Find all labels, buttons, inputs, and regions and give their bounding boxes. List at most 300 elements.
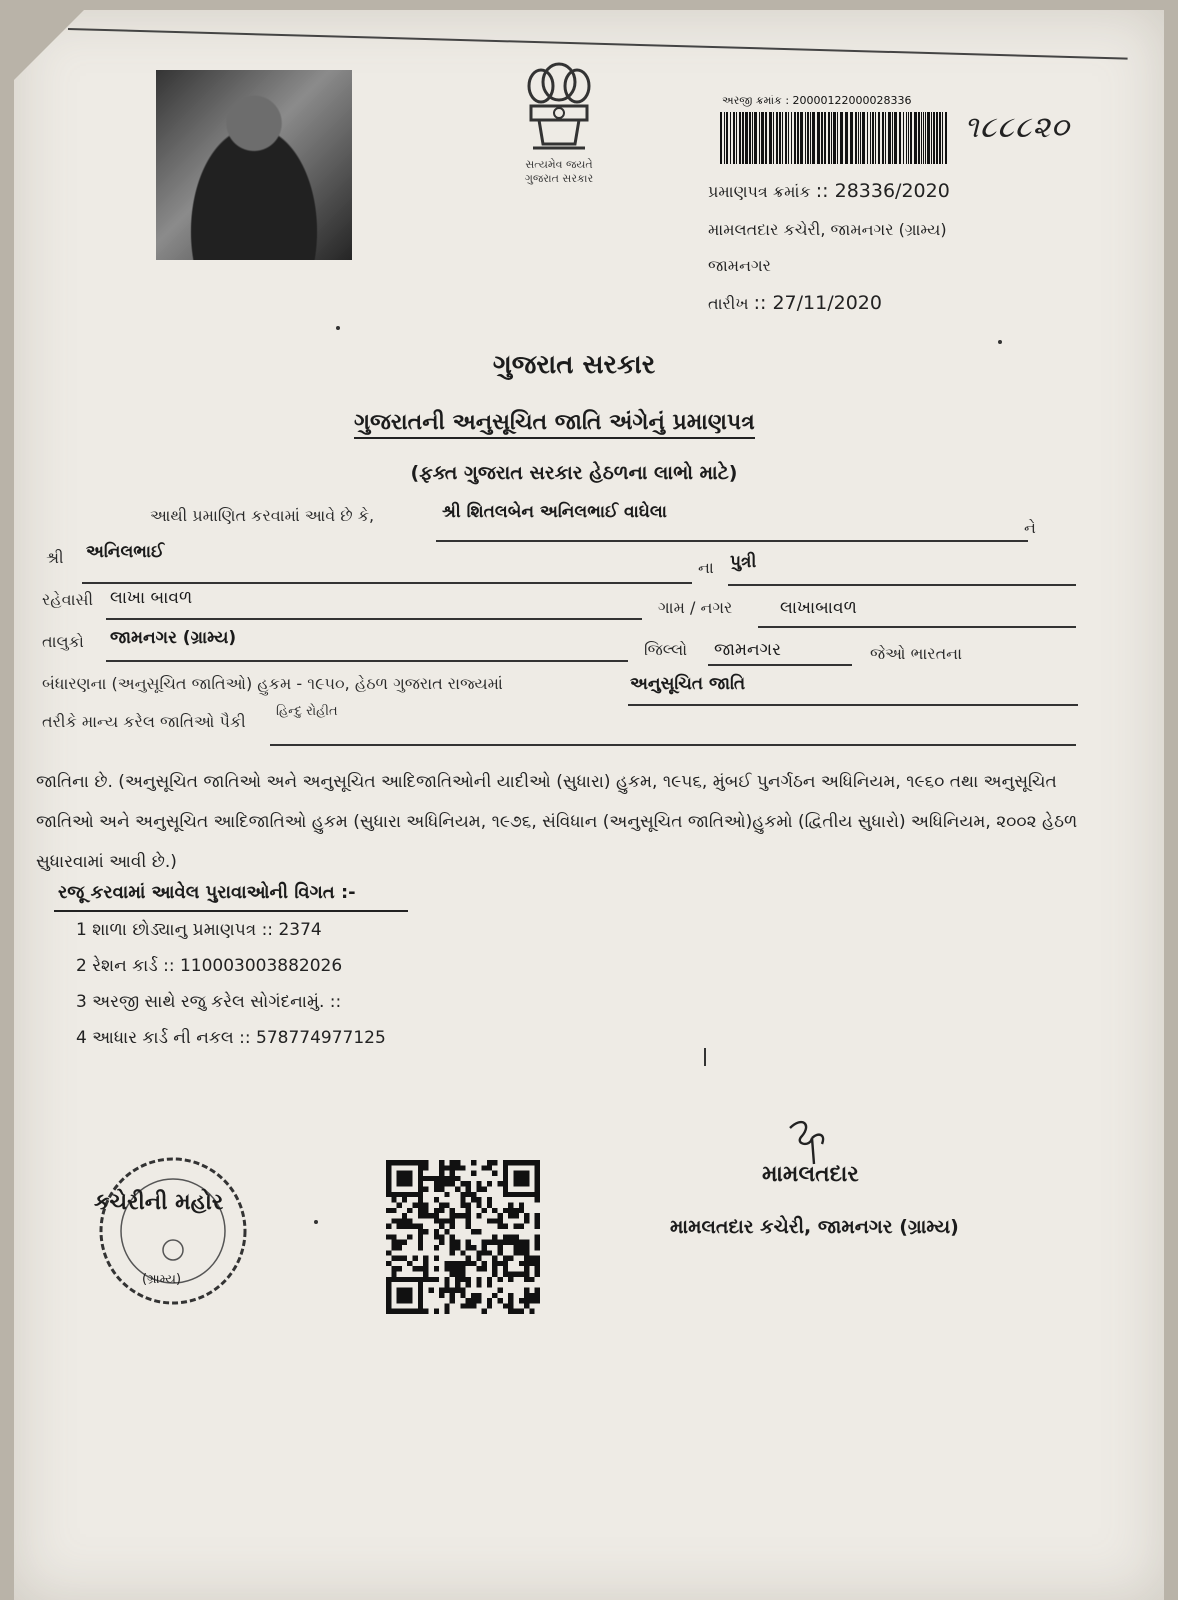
qr-module — [455, 1213, 460, 1218]
qr-module — [503, 1234, 508, 1239]
qr-module — [423, 1309, 428, 1314]
qr-module — [397, 1192, 402, 1197]
qr-module — [524, 1256, 529, 1261]
qr-module — [535, 1171, 540, 1176]
qr-module — [402, 1171, 407, 1176]
qr-module — [434, 1213, 439, 1218]
qr-module — [503, 1171, 508, 1176]
barcode-bar — [894, 112, 897, 164]
qr-module — [439, 1218, 444, 1223]
qr-module — [407, 1208, 412, 1213]
qr-module — [391, 1266, 396, 1271]
qr-module — [487, 1181, 492, 1186]
qr-module — [498, 1245, 503, 1250]
qr-module — [439, 1171, 444, 1176]
qr-module — [397, 1293, 402, 1298]
qr-module — [386, 1165, 391, 1170]
evidence-heading-underline — [54, 910, 408, 912]
qr-module — [455, 1245, 460, 1250]
qr-module — [391, 1160, 396, 1165]
barcode-bar — [773, 112, 774, 164]
qr-module — [428, 1277, 433, 1282]
qr-module — [524, 1240, 529, 1245]
barcode-bar — [828, 112, 830, 164]
stray-mark — [336, 326, 340, 330]
qr-module — [476, 1282, 481, 1287]
barcode-bar — [850, 112, 853, 164]
qr-module — [529, 1277, 534, 1282]
qr-module — [402, 1287, 407, 1292]
barcode-bar — [885, 112, 886, 164]
qr-module — [519, 1261, 524, 1266]
barcode-bar — [906, 112, 907, 164]
barcode-bar — [921, 112, 922, 164]
qr-module — [434, 1187, 439, 1192]
qr-module — [397, 1240, 402, 1245]
qr-module — [407, 1218, 412, 1223]
qr-module — [487, 1277, 492, 1282]
qr-module — [450, 1213, 455, 1218]
qr-module — [418, 1213, 423, 1218]
father-underline — [82, 582, 692, 584]
barcode-bar — [923, 112, 924, 164]
qr-module — [386, 1208, 391, 1213]
qr-module — [503, 1261, 508, 1266]
qr-module — [444, 1202, 449, 1207]
emblem-caption — [494, 158, 624, 186]
qr-module — [402, 1224, 407, 1229]
qr-module — [529, 1293, 534, 1298]
qr-module — [498, 1224, 503, 1229]
qr-module — [524, 1266, 529, 1271]
qr-module — [524, 1176, 529, 1181]
qr-module — [524, 1160, 529, 1165]
qr-module — [402, 1181, 407, 1186]
qr-module — [418, 1165, 423, 1170]
qr-module — [386, 1171, 391, 1176]
stray-mark — [314, 1220, 318, 1224]
qr-module — [519, 1176, 524, 1181]
qr-module — [418, 1181, 423, 1186]
barcode-bar — [749, 112, 751, 164]
qr-module — [386, 1234, 391, 1239]
qr-module — [397, 1245, 402, 1250]
qr-module — [466, 1192, 471, 1197]
barcode-bar — [925, 112, 926, 164]
qr-module — [513, 1208, 518, 1213]
qr-module — [460, 1250, 465, 1255]
qr-module — [471, 1261, 476, 1266]
qr-module — [450, 1287, 455, 1292]
order-label: બંધારણના (અનુસૂચિત જાતિઓ) હુકમ - ૧૯૫૦, હેઠળ ગુજરાત રાજ્યમાં — [42, 674, 503, 693]
qr-module — [397, 1298, 402, 1303]
qr-module — [460, 1213, 465, 1218]
barcode-bar — [936, 112, 938, 164]
qr-module — [508, 1298, 513, 1303]
qr-module — [508, 1256, 513, 1261]
taluka-underline — [106, 660, 628, 662]
qr-module — [519, 1160, 524, 1165]
qr-module — [466, 1261, 471, 1266]
qr-module — [466, 1202, 471, 1207]
qr-module — [418, 1309, 423, 1314]
qr-module — [413, 1256, 418, 1261]
qr-module — [450, 1171, 455, 1176]
qr-module — [519, 1240, 524, 1245]
qr-module — [466, 1208, 471, 1213]
qr-module — [498, 1240, 503, 1245]
qr-module — [492, 1234, 497, 1239]
qr-module — [423, 1261, 428, 1266]
resident-underline — [106, 618, 642, 620]
qr-module — [513, 1176, 518, 1181]
qr-module — [529, 1160, 534, 1165]
qr-module — [386, 1303, 391, 1308]
qr-module — [434, 1245, 439, 1250]
qr-module — [492, 1160, 497, 1165]
date-label: તારીખ — [708, 294, 749, 313]
qr-module — [519, 1181, 524, 1186]
qr-module — [418, 1224, 423, 1229]
qr-module — [524, 1261, 529, 1266]
qr-module — [503, 1160, 508, 1165]
qr-module — [476, 1213, 481, 1218]
qr-module — [524, 1277, 529, 1282]
qr-module — [503, 1176, 508, 1181]
village-label: ગામ / નગર — [658, 598, 733, 617]
handwritten-number: ૧૮૮૮૨૦ — [964, 110, 1070, 145]
qr-module — [402, 1218, 407, 1223]
qr-module — [513, 1250, 518, 1255]
qr-module — [508, 1309, 513, 1314]
qr-module — [423, 1256, 428, 1261]
qr-module — [391, 1192, 396, 1197]
caste-label: તરીકે માન્ય કરેલ જાતિઓ પૈકી — [42, 712, 246, 731]
qr-module — [386, 1282, 391, 1287]
qr-module — [535, 1160, 540, 1165]
intro-label: આથી પ્રમાણિત કરવામાં આવે છે કે, — [150, 506, 375, 525]
barcode-bar — [754, 112, 757, 164]
emblem-caption-line1: સત્યમેવ જયતે — [525, 158, 593, 171]
village: લાખાબાવળ — [780, 598, 857, 618]
qr-module — [402, 1293, 407, 1298]
barcode-bar — [821, 112, 823, 164]
qr-module — [476, 1202, 481, 1207]
qr-module — [492, 1240, 497, 1245]
qr-module — [428, 1287, 433, 1292]
qr-module — [476, 1293, 481, 1298]
qr-module — [535, 1256, 540, 1261]
qr-code — [386, 1160, 540, 1314]
qr-module — [519, 1224, 524, 1229]
qr-module — [513, 1245, 518, 1250]
qr-module — [402, 1213, 407, 1218]
qr-module — [498, 1213, 503, 1218]
qr-module — [471, 1303, 476, 1308]
qr-module — [444, 1282, 449, 1287]
qr-module — [535, 1192, 540, 1197]
qr-module — [535, 1218, 540, 1223]
qr-module — [476, 1197, 481, 1202]
qr-module — [482, 1261, 487, 1266]
qr-module — [402, 1176, 407, 1181]
qr-module — [439, 1165, 444, 1170]
qr-module — [423, 1160, 428, 1165]
barcode-bar — [918, 112, 920, 164]
qr-module — [476, 1250, 481, 1255]
qr-module — [487, 1160, 492, 1165]
resident: લાખા બાવળ — [110, 588, 193, 608]
qr-module — [503, 1272, 508, 1277]
qr-module — [439, 1187, 444, 1192]
barcode-bar — [769, 112, 772, 164]
qr-module — [519, 1309, 524, 1314]
qr-module — [466, 1245, 471, 1250]
qr-module — [418, 1282, 423, 1287]
qr-module — [455, 1240, 460, 1245]
qr-module — [402, 1277, 407, 1282]
qr-module — [476, 1266, 481, 1271]
qr-module — [418, 1240, 423, 1245]
barcode-bar — [870, 112, 871, 164]
qr-module — [513, 1240, 518, 1245]
qr-module — [434, 1277, 439, 1282]
qr-module — [402, 1298, 407, 1303]
qr-module — [418, 1298, 423, 1303]
barcode-bar — [908, 112, 909, 164]
qr-module — [466, 1240, 471, 1245]
qr-module — [482, 1165, 487, 1170]
qr-module — [476, 1181, 481, 1186]
qr-module — [386, 1298, 391, 1303]
qr-module — [434, 1218, 439, 1223]
qr-module — [434, 1181, 439, 1186]
qr-module — [503, 1187, 508, 1192]
qr-module — [466, 1224, 471, 1229]
qr-module — [460, 1266, 465, 1271]
barcode-bar — [752, 112, 753, 164]
qr-module — [407, 1160, 412, 1165]
seal-bottom-text: (ગ્રામ્ય) — [142, 1272, 182, 1287]
qr-module — [524, 1272, 529, 1277]
qr-module — [508, 1303, 513, 1308]
qr-module — [444, 1309, 449, 1314]
qr-module — [402, 1160, 407, 1165]
qr-module — [498, 1287, 503, 1292]
caste: હિન્દુ રોહીત — [276, 704, 338, 719]
qr-module — [397, 1277, 402, 1282]
applicant-name: શ્રી શિતલબેન અનિલભાઈ વાઘેલા — [442, 502, 667, 522]
qr-module — [397, 1256, 402, 1261]
stray-mark — [704, 1048, 706, 1066]
qr-module — [503, 1208, 508, 1213]
qr-module — [476, 1277, 481, 1282]
category-underline — [628, 704, 1078, 706]
qr-module — [471, 1197, 476, 1202]
barcode-bar — [782, 112, 783, 164]
barcode-bar — [914, 112, 917, 164]
qr-module — [434, 1197, 439, 1202]
qr-module — [391, 1197, 396, 1202]
qr-module — [482, 1266, 487, 1271]
barcode-bar — [942, 112, 943, 164]
qr-module — [508, 1272, 513, 1277]
relation-underline — [728, 584, 1076, 586]
barcode-bar — [720, 112, 722, 164]
qr-module — [471, 1245, 476, 1250]
qr-module — [418, 1171, 423, 1176]
qr-module — [524, 1287, 529, 1292]
evidence-item: 1 શાળા છોડ્યાનુ પ્રમાણપત્ર :: 2374 — [76, 920, 322, 940]
qr-module — [418, 1266, 423, 1271]
qr-module — [386, 1192, 391, 1197]
qr-module — [460, 1272, 465, 1277]
village-underline — [758, 626, 1076, 628]
qr-module — [492, 1293, 497, 1298]
qr-module — [487, 1298, 492, 1303]
qr-module — [444, 1192, 449, 1197]
qr-module — [407, 1171, 412, 1176]
barcode — [720, 112, 948, 164]
barcode-bar — [724, 112, 725, 164]
qr-module — [519, 1192, 524, 1197]
barcode-bar — [812, 112, 815, 164]
qr-module — [418, 1160, 423, 1165]
india-label: જેઓ ભારતના — [870, 644, 963, 663]
qr-module — [503, 1256, 508, 1261]
barcode-bar — [730, 112, 731, 164]
qr-module — [535, 1272, 540, 1277]
qr-module — [508, 1202, 513, 1207]
office-seal — [96, 1154, 250, 1308]
barcode-bar — [805, 112, 806, 164]
qr-module — [418, 1202, 423, 1207]
qr-module — [450, 1240, 455, 1245]
qr-module — [450, 1176, 455, 1181]
certificate-number: :: 28336/2020 — [815, 180, 950, 202]
qr-module — [508, 1234, 513, 1239]
qr-module — [471, 1192, 476, 1197]
qr-module — [423, 1266, 428, 1271]
barcode-bar — [765, 112, 767, 164]
barcode-bar — [933, 112, 935, 164]
qr-module — [487, 1165, 492, 1170]
qr-module — [407, 1298, 412, 1303]
qr-module — [466, 1256, 471, 1261]
qr-module — [508, 1277, 513, 1282]
qr-module — [482, 1208, 487, 1213]
qr-module — [450, 1261, 455, 1266]
qr-module — [434, 1176, 439, 1181]
qr-module — [513, 1213, 518, 1218]
qr-module — [444, 1165, 449, 1170]
qr-module — [407, 1234, 412, 1239]
qr-module — [407, 1181, 412, 1186]
qr-module — [503, 1224, 508, 1229]
qr-module — [487, 1197, 492, 1202]
qr-module — [418, 1176, 423, 1181]
qr-module — [498, 1298, 503, 1303]
qr-module — [524, 1298, 529, 1303]
qr-module — [391, 1240, 396, 1245]
qr-module — [519, 1272, 524, 1277]
qr-module — [460, 1287, 465, 1292]
barcode-bar — [860, 112, 861, 164]
qr-module — [423, 1213, 428, 1218]
qr-module — [391, 1309, 396, 1314]
qr-module — [444, 1261, 449, 1266]
qr-module — [503, 1266, 508, 1271]
qr-module — [492, 1261, 497, 1266]
barcode-bar — [831, 112, 832, 164]
barcode-bar — [824, 112, 826, 164]
qr-module — [391, 1218, 396, 1223]
stray-mark — [998, 340, 1002, 344]
barcode-bar — [745, 112, 748, 164]
barcode-bar — [817, 112, 820, 164]
qr-module — [471, 1293, 476, 1298]
qr-module — [407, 1224, 412, 1229]
barcode-bar — [878, 112, 880, 164]
qr-module — [423, 1229, 428, 1234]
qr-module — [487, 1218, 492, 1223]
qr-module — [386, 1181, 391, 1186]
qr-module — [423, 1277, 428, 1282]
qr-module — [450, 1160, 455, 1165]
qr-module — [535, 1245, 540, 1250]
qr-module — [439, 1181, 444, 1186]
certificate-title: ગુજરાતની અનુસૂચિત જાતિ અંગેનું પ્રમાણપત્ર — [354, 410, 755, 439]
certificate-number-label: પ્રમાણપત્ર ક્રમાંક — [708, 182, 811, 201]
qr-module — [476, 1187, 481, 1192]
barcode-bar — [845, 112, 848, 164]
barcode-bar — [810, 112, 811, 164]
qr-module — [498, 1261, 503, 1266]
officer-office: મામલતદાર કચેરી, જામનગર (ગ્રામ્ય) — [670, 1216, 959, 1238]
barcode-bar — [733, 112, 735, 164]
qr-module — [535, 1261, 540, 1266]
qr-module — [503, 1240, 508, 1245]
qr-module — [513, 1160, 518, 1165]
qr-module — [450, 1250, 455, 1255]
barcode-bar — [931, 112, 932, 164]
qr-module — [397, 1171, 402, 1176]
qr-module — [444, 1277, 449, 1282]
qr-module — [535, 1298, 540, 1303]
city: જામનગર — [708, 256, 771, 275]
qr-module — [418, 1192, 423, 1197]
qr-module — [418, 1293, 423, 1298]
qr-module — [535, 1266, 540, 1271]
qr-module — [535, 1187, 540, 1192]
qr-module — [455, 1277, 460, 1282]
qr-module — [529, 1256, 534, 1261]
qr-module — [397, 1309, 402, 1314]
qr-module — [471, 1171, 476, 1176]
qr-module — [498, 1250, 503, 1255]
qr-module — [508, 1192, 513, 1197]
qr-module — [460, 1303, 465, 1308]
evidence-item: 3 અરજી સાથે રજુ કરેલ સોગંદનામું. :: — [76, 992, 342, 1012]
qr-module — [535, 1287, 540, 1292]
evidence-heading: રજૂ કરવામાં આવેલ પુરાવાઓની વિગત :- — [58, 882, 356, 903]
qr-module — [508, 1240, 513, 1245]
qr-module — [476, 1229, 481, 1234]
folded-corner — [14, 10, 84, 80]
qr-module — [487, 1282, 492, 1287]
qr-module — [444, 1218, 449, 1223]
qr-module — [482, 1187, 487, 1192]
